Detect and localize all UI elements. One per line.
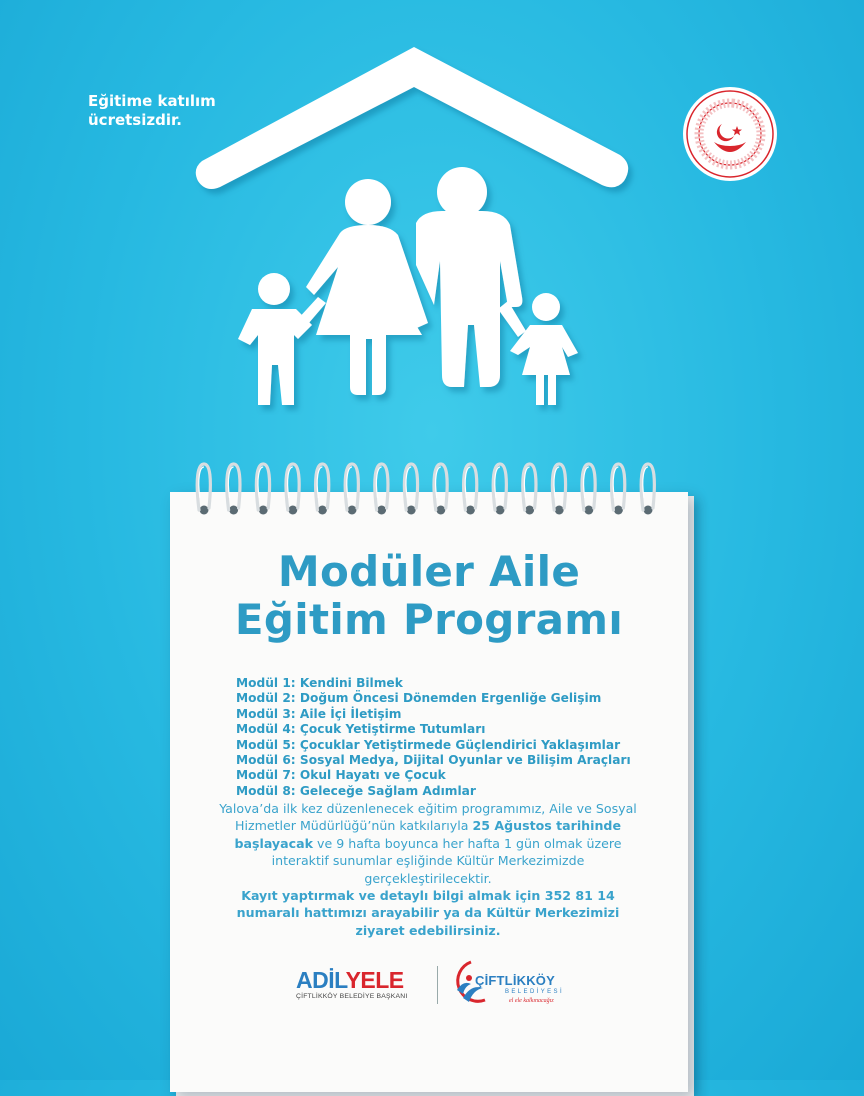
family-house-illustration bbox=[190, 35, 640, 415]
spiral-ring-highlight bbox=[258, 467, 263, 498]
info-text-1: Yalova’da ilk kez düzenlenecek eğitim programımız, Aile ve Sosyal Hizmetler Müdürlüğü’nün katkılarıyla bbox=[219, 801, 637, 834]
spiral-ring-highlight bbox=[199, 467, 204, 498]
module-item: Modül 8: Geleceğe Sağlam Adımlar bbox=[236, 783, 476, 798]
municipality-name: ÇİFTLİKKÖY bbox=[475, 973, 555, 988]
adil-text: ADİL bbox=[296, 967, 346, 993]
spiral-binding bbox=[190, 458, 670, 522]
spiral-hole bbox=[614, 506, 623, 515]
spiral-ring-highlight bbox=[495, 467, 500, 498]
module-list bbox=[236, 676, 631, 799]
title-line-1: Modüler Aile bbox=[277, 547, 581, 596]
spiral-hole bbox=[259, 506, 268, 515]
spiral-hole bbox=[318, 506, 327, 515]
spiral-hole bbox=[555, 506, 564, 515]
module-item: Modül 6: Sosyal Medya, Dijital Oyunlar ve Bilişim Araçları bbox=[236, 753, 631, 768]
spiral-ring-highlight bbox=[228, 467, 233, 498]
spiral-hole bbox=[644, 506, 653, 515]
spiral-ring-highlight bbox=[584, 467, 589, 498]
module-item: Modül 2: Doğum Öncesi Dönemden Ergenliğe Gelişim bbox=[236, 691, 602, 706]
info-text-2: ve 9 hafta boyunca her hafta 1 gün olmak üzere interaktif sunumlar eşliğinde Kültür Merkezimizde gerçekleştirilecektir. bbox=[271, 835, 622, 886]
spiral-hole bbox=[466, 506, 475, 515]
spiral-ring-highlight bbox=[524, 467, 529, 498]
adil-yele-logo bbox=[296, 968, 432, 1000]
registration-info: Kayıt yaptırmak ve detaylı bilgi almak için 352 81 14 numaralı hattımızı arayabilir ya da Kültür Merkezimizi ziyaret edebilirsiniz. bbox=[236, 888, 620, 938]
spiral-hole bbox=[229, 506, 238, 515]
spiral-hole bbox=[288, 506, 297, 515]
spiral-hole bbox=[436, 506, 445, 515]
spiral-hole bbox=[200, 506, 209, 515]
spiral-hole bbox=[407, 506, 416, 515]
spiral-ring-highlight bbox=[436, 467, 441, 498]
spiral-ring-highlight bbox=[347, 467, 352, 498]
spiral-hole bbox=[584, 506, 593, 515]
spiral-hole bbox=[525, 506, 534, 515]
yele-text: YELE bbox=[345, 967, 404, 993]
spiral-ring-highlight bbox=[613, 467, 618, 498]
free-note-line-2: ücretsizdir. bbox=[88, 111, 182, 129]
municipality-subtitle: BELEDİYESİ bbox=[505, 989, 565, 995]
footer-divider bbox=[437, 966, 438, 1004]
spiral-ring-highlight bbox=[406, 467, 411, 498]
municipality-slogan: el ele kalkınacağız bbox=[509, 998, 554, 1004]
module-item: Modül 5: Çocuklar Yetiştirmede Güçlendirici Yaklaşımlar bbox=[236, 737, 621, 752]
spiral-ring-highlight bbox=[317, 467, 322, 498]
module-item: Modül 1: Kendini Bilmek bbox=[236, 676, 403, 690]
spiral-hole bbox=[377, 506, 386, 515]
spiral-ring-highlight bbox=[288, 467, 293, 498]
spiral-hole bbox=[496, 506, 505, 515]
spiral-ring-highlight bbox=[643, 467, 648, 498]
spiral-hole bbox=[348, 506, 357, 515]
ministry-seal-logo bbox=[682, 86, 778, 182]
spiral-ring-highlight bbox=[376, 467, 381, 498]
ciftlikkoy-municipality-logo bbox=[447, 956, 577, 1020]
mayor-title: ÇİFTLİKKÖY BELEDİYE BAŞKANI bbox=[296, 993, 408, 1000]
title-line-2: Eğitim Programı bbox=[234, 595, 624, 644]
module-item: Modül 4: Çocuk Yetiştirme Tutumları bbox=[236, 722, 486, 737]
program-info bbox=[212, 800, 644, 939]
spiral-ring-highlight bbox=[554, 467, 559, 498]
spiral-ring-highlight bbox=[465, 467, 470, 498]
free-note-line-1: Eğitime katılım bbox=[88, 92, 216, 110]
module-item: Modül 3: Aile İçi İletişim bbox=[236, 706, 402, 721]
program-title bbox=[170, 548, 688, 644]
module-item: Modül 7: Okul Hayatı ve Çocuk bbox=[236, 768, 446, 783]
info-start-date: 25 Ağustos tarihinde başlayacak bbox=[234, 818, 621, 851]
